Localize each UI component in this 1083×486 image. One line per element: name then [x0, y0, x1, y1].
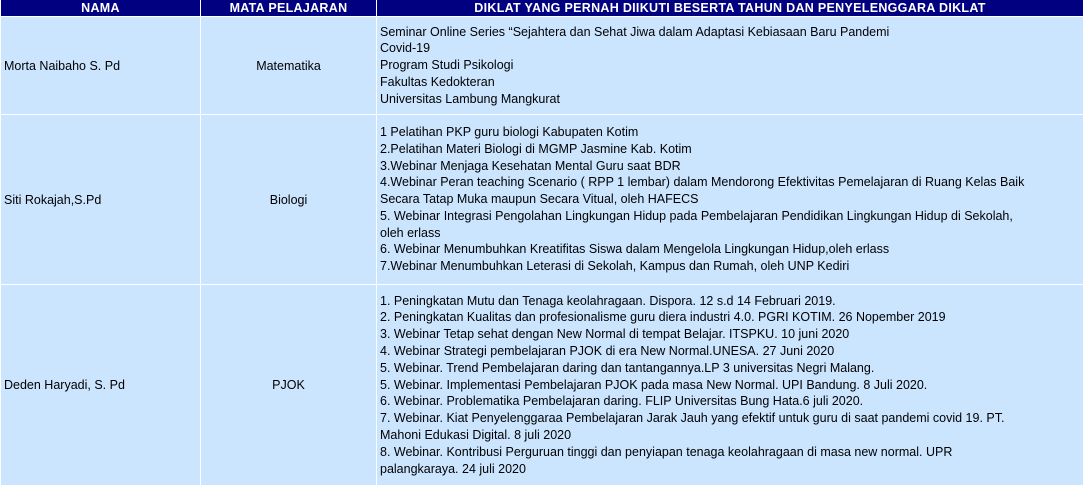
training-item: Fakultas Kedokteran: [380, 74, 495, 89]
subject-cell: PJOK: [201, 285, 377, 486]
training-item: oleh erlass: [380, 225, 441, 240]
training-item: Mahoni Edukasi Digital. 8 juli 2020: [380, 427, 572, 442]
teacher-name: Deden Haryadi, S. Pd: [1, 285, 201, 486]
training-item: 7. Webinar. Kiat Penyelenggaraa Pembelajaran Jarak Jauh yang efektif untuk guru di saat pandemi covid 19. PT.: [380, 411, 1005, 426]
training-item: 2. Peningkatan Kualitas dan profesionalisme guru diera industri 4.0. PGRI KOTIM. 26 Nopember 2019: [380, 310, 946, 325]
table-row: [1, 115, 1083, 285]
training-list: [377, 17, 1083, 115]
training-list: [377, 115, 1083, 285]
training-item: 3.Webinar Menjaga Kesehatan Mental Guru saat BDR: [380, 158, 681, 173]
training-list: [377, 285, 1083, 486]
training-item: Covid-19: [380, 41, 431, 56]
table-row: [1, 285, 1083, 486]
teacher-name: Siti Rokajah,S.Pd: [1, 115, 201, 285]
header-name: NAMA: [1, 0, 201, 17]
training-item: 1. Peningkatan Mutu dan Tenaga keolahragaan. Dispora. 12 s.d 14 Februari 2019.: [380, 293, 836, 308]
table-header: [1, 0, 1083, 17]
training-item: 5. Webinar. Implementasi Pembelajaran PJOK pada masa New Normal. UPI Bandung. 8 Juli 2020.: [380, 377, 928, 392]
training-item: 4. Webinar Strategi pembelajaran PJOK di era New Normal.UNESA. 27 Juni 2020: [380, 344, 835, 358]
training-item: 1 Pelatihan PKP guru biologi Kabupaten Kotim: [380, 124, 639, 139]
training-item: 6. Webinar Menumbuhkan Kreatifitas Siswa dalam Mengelola Lingkungan Hidup,oleh erlass: [380, 242, 890, 257]
training-item: 5. Webinar Integrasi Pengolahan Lingkungan Hidup pada Pembelajaran Pendidikan Lingkungan Hidup di Sekolah,: [380, 208, 1013, 223]
training-item: 8. Webinar. Kontribusi Perguruan tinggi dan penyiapan tenaga keolahragaan di masa new normal. UPR: [380, 444, 953, 459]
training-item: Universitas Lambung Mangkurat: [380, 91, 560, 106]
training-item: 2.Pelatihan Materi Biologi di MGMP Jasmine Kab. Kotim: [380, 141, 692, 156]
table-row: [1, 17, 1083, 115]
training-item: 5. Webinar. Trend Pembelajaran daring dan tantangannya.LP 3 universitas Negri Malang.: [380, 360, 875, 375]
training-item: 3. Webinar Tetap sehat dengan New Normal di tempat Belajar. ITSPKU. 10 juni 2020: [380, 327, 850, 342]
teacher-name: Morta Naibaho S. Pd: [1, 17, 201, 115]
training-item: 6. Webinar. Problematika Pembelajaran daring. FLIP Universitas Bung Hata.6 juli 2020.: [380, 394, 864, 409]
table-body: [1, 17, 1083, 486]
training-item: Seminar Online Series “Sejahtera dan Sehat Jiwa dalam Adaptasi Kebiasaan Baru Pandemi: [380, 24, 890, 39]
training-item: 7.Webinar Menumbuhkan Leterasi di Sekolah, Kampus dan Rumah, oleh UNP Kediri: [380, 259, 850, 274]
training-item: Program Studi Psikologi: [380, 58, 514, 73]
training-item: palangkaraya. 24 juli 2020: [380, 461, 526, 476]
training-item: 4.Webinar Peran teaching Scenario ( RPP 1 lembar) dalam Mendorong Efektivitas Pemelajaran di Ruang Kelas Baik: [380, 175, 1025, 190]
header-training: DIKLAT YANG PERNAH DIIKUTI BESERTA TAHUN DAN PENYELENGGARA DIKLAT: [377, 0, 1083, 17]
header-row: [1, 0, 1083, 17]
subject-cell: Matematika: [201, 17, 377, 115]
training-item: Secara Tatap Muka maupun Secara Vitual, oleh HAFECS: [380, 192, 699, 207]
header-subject: MATA PELAJARAN: [201, 0, 377, 17]
subject-cell: Biologi: [201, 115, 377, 285]
